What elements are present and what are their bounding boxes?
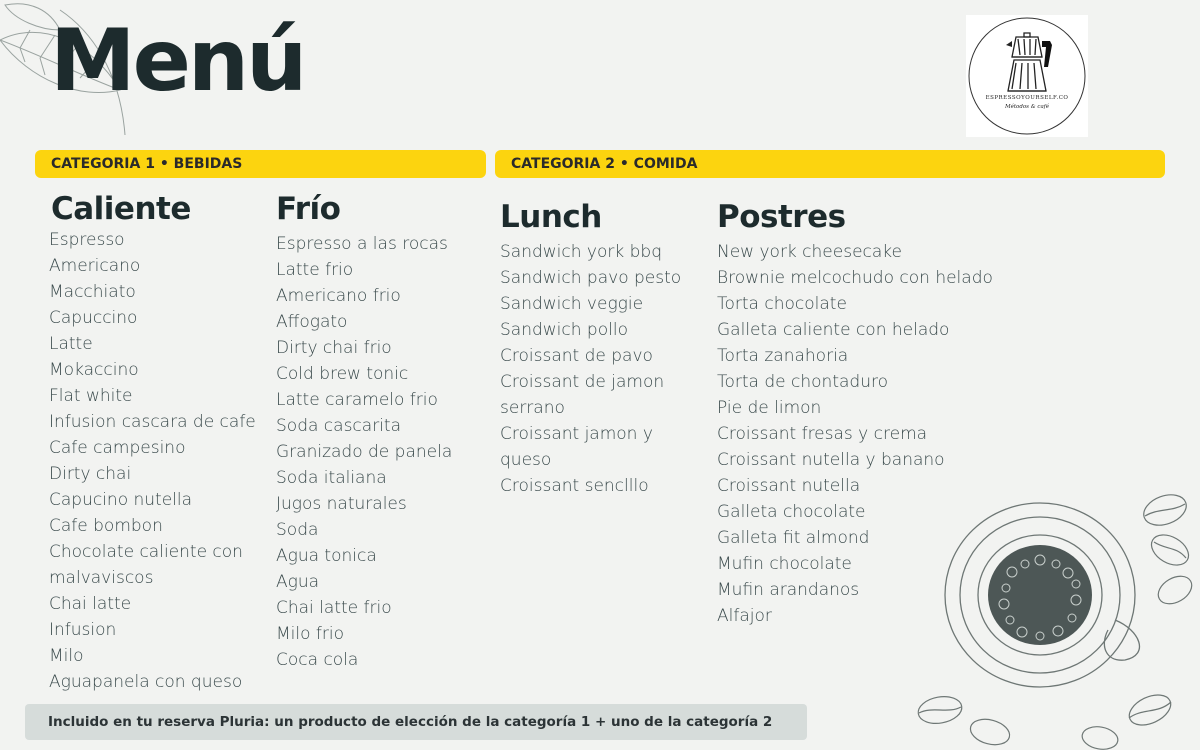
list-item: Espresso [49, 230, 125, 250]
list-item: Aguapanela con queso [49, 672, 243, 692]
list-item: Soda italiana [276, 468, 387, 488]
moka-pot-icon [966, 15, 1088, 137]
list-item: Sandwich pollo [500, 320, 628, 340]
list-item: Brownie melcochudo con helado [717, 268, 993, 288]
list-item: Mufin chocolate [717, 554, 852, 574]
list-item: Torta chocolate [717, 294, 847, 314]
list-item: Croissant fresas y crema [717, 424, 928, 444]
list-item: Sandwich veggie [500, 294, 644, 314]
list-item: Sandwich york bbq [500, 242, 662, 262]
list-item: Pie de limon [717, 398, 822, 418]
list-item: Torta zanahoria [717, 346, 849, 366]
postres-heading: Postres [717, 199, 846, 235]
list-item: Soda cascarita [276, 416, 401, 436]
list-item: Flat white [49, 386, 133, 406]
list-item: Milo frio [276, 624, 345, 644]
list-item: Torta de chontaduro [717, 372, 888, 392]
caliente-heading: Caliente [51, 191, 191, 227]
list-item: Croissant de pavo [500, 346, 653, 366]
list-item: Agua tonica [276, 546, 377, 566]
list-item: Soda [276, 520, 319, 540]
list-item: Croissant jamon y queso [500, 424, 653, 470]
list-item: Chai latte [49, 594, 132, 614]
list-item: Mokaccino [49, 360, 139, 380]
list-item: Macchiato [49, 282, 136, 302]
category-1-bar: CATEGORIA 1 • BEBIDAS [35, 150, 486, 178]
caliente-column [49, 191, 269, 695]
list-item: Croissant senclllo [500, 476, 649, 496]
list-item: Espresso a las rocas [276, 234, 448, 254]
list-item: Cafe bombon [49, 516, 163, 536]
logo-subtext: Métodos & café [1004, 104, 1050, 110]
lunch-column [500, 199, 700, 499]
list-item: Chai latte frio [276, 598, 392, 618]
list-item: Dirty chai [49, 464, 132, 484]
list-item: Croissant nutella y banano [717, 450, 945, 470]
frio-column [276, 191, 486, 673]
list-item: Americano [49, 256, 141, 276]
list-item: Americano frio [276, 286, 401, 306]
list-item: Latte [49, 334, 93, 354]
list-item: Cafe campesino [49, 438, 186, 458]
list-item: New york cheesecake [717, 242, 902, 262]
list-item: Capuccino [49, 308, 138, 328]
category-2-bar: CATEGORIA 2 • COMIDA [495, 150, 1165, 178]
list-item: Croissant nutella [717, 476, 861, 496]
list-item: Mufin arandanos [717, 580, 860, 600]
lunch-list [500, 239, 700, 499]
list-item: Coca cola [276, 650, 359, 670]
logo [966, 15, 1088, 137]
list-item: Galleta chocolate [717, 502, 866, 522]
caliente-list [49, 227, 269, 695]
list-item: Infusion cascara de cafe [49, 412, 256, 432]
list-item: Galleta caliente con helado [717, 320, 950, 340]
list-item: Jugos naturales [276, 494, 407, 514]
list-item: Latte caramelo frio [276, 390, 438, 410]
logo-text: ESPRESSOYOURSELF.CO [985, 95, 1069, 101]
list-item: Infusion [49, 620, 117, 640]
lunch-heading: Lunch [500, 199, 602, 235]
list-item: Granizado de panela [276, 442, 453, 462]
list-item: Milo [49, 646, 84, 666]
list-item: Agua [276, 572, 320, 592]
list-item: Capucino nutella [49, 490, 193, 510]
list-item: Latte frio [276, 260, 354, 280]
list-item: Cold brew tonic [276, 364, 409, 384]
list-item: Alfajor [717, 606, 772, 626]
list-item: Affogato [276, 312, 348, 332]
frio-heading: Frío [276, 191, 341, 227]
coffee-cup-icon [900, 480, 1200, 750]
list-item: Galleta fit almond [717, 528, 870, 548]
list-item: Sandwich pavo pesto [500, 268, 682, 288]
list-item: Croissant de jamon serrano [500, 372, 665, 418]
list-item: Dirty chai frio [276, 338, 392, 358]
frio-list [276, 231, 486, 673]
list-item: Chocolate caliente con malvaviscos [49, 542, 243, 588]
footer-note: Incluido en tu reserva Pluria: un producto de elección de la categoría 1 + uno de la categoría 2 [25, 704, 807, 740]
page-title: Menú [50, 11, 305, 111]
